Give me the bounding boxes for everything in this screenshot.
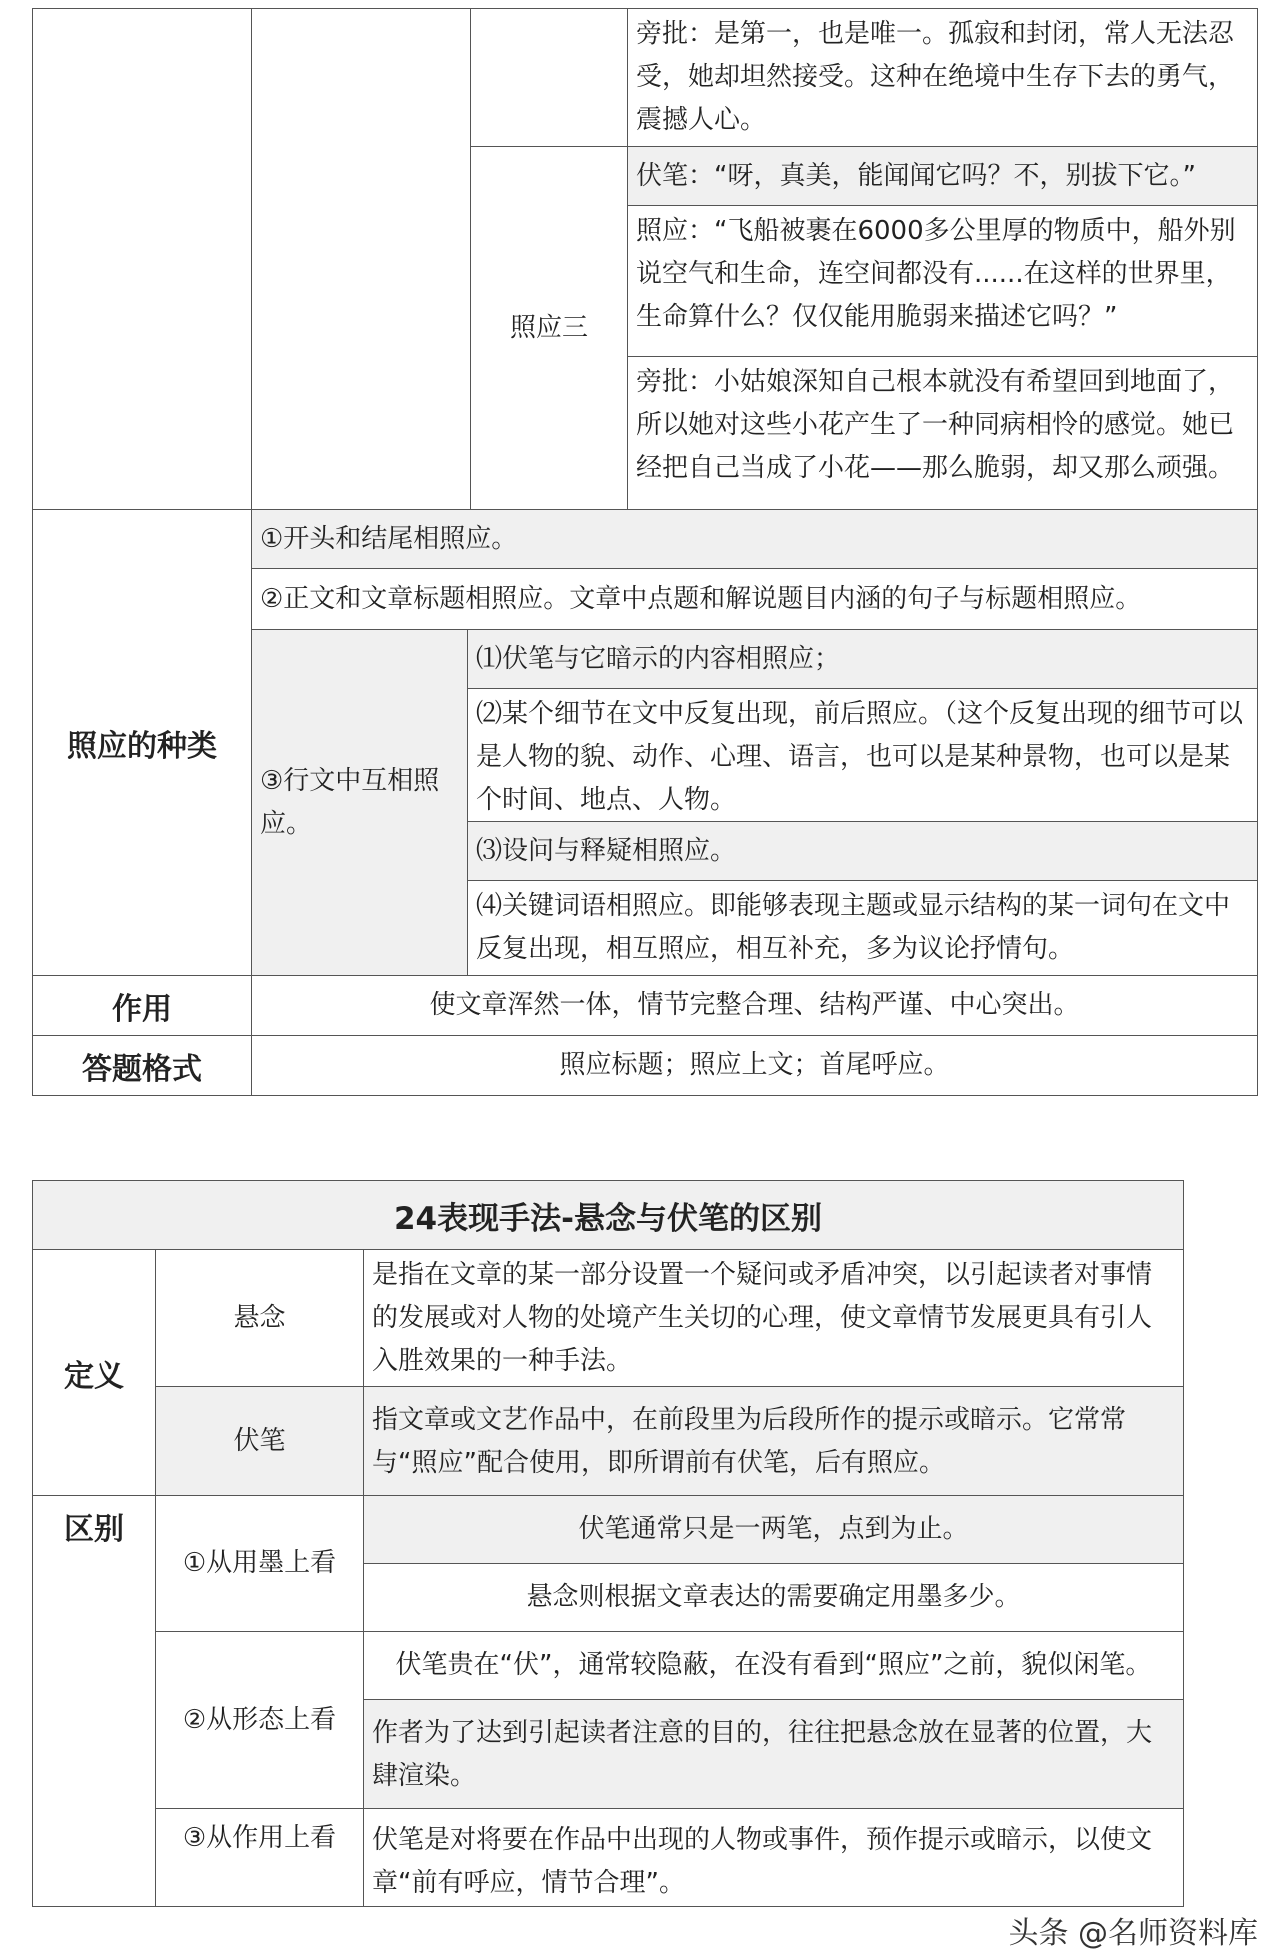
side-note-1: 旁批：是第一，也是唯一。孤寂和封闭，常人无法忍受，她却坦然接受。这种在绝境中生存下去的勇气，震撼人心。 bbox=[627, 8, 1258, 147]
echo-quote: 照应：“飞船被裹在6000多公里厚的物质中，船外别说空气和生命，连空间都没有......在这样的世界里，生命算什么？仅仅能用脆弱来描述它吗？” bbox=[627, 205, 1258, 357]
diff-3-foreshadow: 伏笔是对将要在作品中出现的人物或事件，预作提示或暗示，以使文章“前有呼应，情节合理”。 bbox=[363, 1808, 1184, 1907]
diff-1-suspense: 悬念则根据文章表达的需要确定用墨多少。 bbox=[363, 1563, 1184, 1632]
diff-2-label: ②从形态上看 bbox=[155, 1631, 364, 1809]
watermark: 头条 @名师资料库 bbox=[1008, 1916, 1258, 1951]
type-1: ①开头和结尾相照应。 bbox=[251, 509, 1258, 569]
suspense-definition: 是指在文章的某一部分设置一个疑问或矛盾冲突，以引起读者对事情的发展或对人物的处境产生关切的心理，使文章情节发展更具有引人入胜效果的一种手法。 bbox=[363, 1249, 1184, 1387]
sub-type-4: ⑷关键词语相照应。即能够表现主题或显示结构的某一词句在文中反复出现，相互照应，相互补充，多为议论抒情句。 bbox=[467, 880, 1258, 976]
type-2: ②正文和文章标题相照应。文章中点题和解说题目内涵的句子与标题相照应。 bbox=[251, 568, 1258, 630]
foreshadow-quote: 伏笔：“呀，真美，能闻闻它吗？不，别拔下它。” bbox=[627, 146, 1258, 206]
sub-type-1: ⑴伏笔与它暗示的内容相照应； bbox=[467, 629, 1258, 689]
sub-type-3: ⑶设问与释疑相照应。 bbox=[467, 821, 1258, 881]
blank-cell bbox=[251, 8, 471, 510]
format-label: 答题格式 bbox=[32, 1035, 252, 1096]
foreshadow-definition: 指文章或文艺作品中，在前段里为后段所作的提示或暗示。它常常与“照应”配合使用，即所谓前有伏笔，后有照应。 bbox=[363, 1386, 1184, 1496]
format-text: 照应标题；照应上文；首尾呼应。 bbox=[251, 1035, 1258, 1096]
table-title: 24表现手法-悬念与伏笔的区别 bbox=[32, 1180, 1184, 1250]
diff-1-label: ①从用墨上看 bbox=[155, 1495, 364, 1632]
difference-label: 区别 bbox=[32, 1495, 156, 1907]
diff-2-suspense: 作者为了达到引起读者注意的目的，往往把悬念放在显著的位置，大肆渲染。 bbox=[363, 1699, 1184, 1809]
blank-cell bbox=[32, 8, 252, 510]
effect-label: 作用 bbox=[32, 975, 252, 1036]
diff-3-label: ③从作用上看 bbox=[155, 1808, 364, 1907]
foreshadow-label: 伏笔 bbox=[155, 1386, 364, 1496]
type-3-label: ③行文中互相照应。 bbox=[251, 629, 468, 976]
side-note-2: 旁批：小姑娘深知自己根本就没有希望回到地面了，所以她对这些小花产生了一种同病相怜的感觉。她已经把自己当成了小花——那么脆弱，却又那么顽强。 bbox=[627, 356, 1258, 510]
diff-2-foreshadow: 伏笔贵在“伏”，通常较隐蔽，在没有看到“照应”之前，貌似闲笔。 bbox=[363, 1631, 1184, 1700]
blank-cell bbox=[470, 8, 628, 147]
sub-type-2: ⑵某个细节在文中反复出现，前后照应。（这个反复出现的细节可以是人物的貌、动作、心理、语言，也可以是某种景物，也可以是某个时间、地点、人物。 bbox=[467, 688, 1258, 822]
definition-label: 定义 bbox=[32, 1249, 156, 1496]
suspense-label: 悬念 bbox=[155, 1249, 364, 1387]
echo-three-label: 照应三 bbox=[470, 146, 628, 510]
effect-text: 使文章浑然一体，情节完整合理、结构严谨、中心突出。 bbox=[251, 975, 1258, 1036]
diff-1-foreshadow: 伏笔通常只是一两笔，点到为止。 bbox=[363, 1495, 1184, 1564]
types-label: 照应的种类 bbox=[32, 509, 252, 976]
